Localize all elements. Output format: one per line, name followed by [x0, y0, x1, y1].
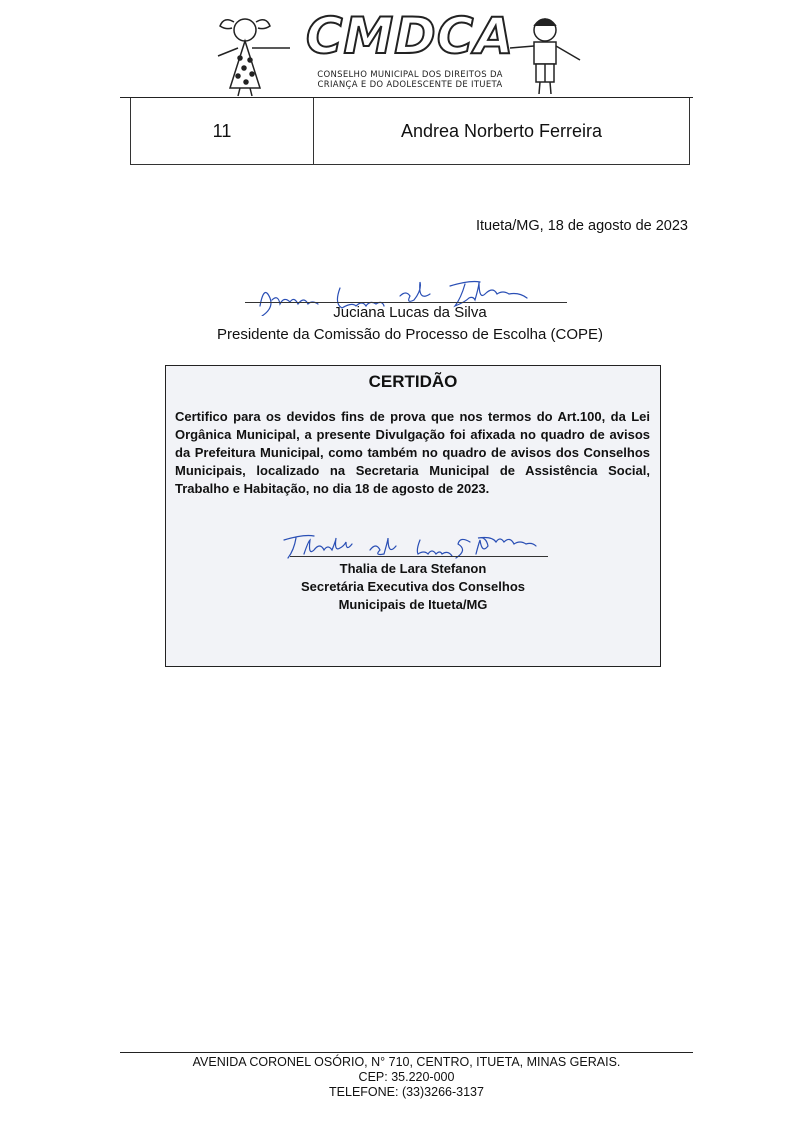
- secretary-role-line2: Municipais de Itueta/MG: [338, 597, 488, 612]
- secretary-name: Thalia de Lara Stefanon: [339, 561, 487, 576]
- certidao-title: CERTIDÃO: [368, 372, 458, 391]
- candidates-table: [130, 98, 690, 165]
- footer-address: AVENIDA CORONEL OSÓRIO, N° 710, CENTRO, ITUETA, MINAS GERAIS.: [192, 1055, 621, 1069]
- president-role: Presidente da Comissão do Processo de Escolha (COPE): [216, 326, 603, 343]
- logo-wordmark: CMDCA: [305, 7, 515, 65]
- certidao-text: Certifico para os devidos fins de prova que nos termos do Art.100, da Lei Orgânica Municipal, a presente Divulgação foi afixada no quadro de avisos da Prefeitura Municipal, como também no quadro de avisos dos Conselhos Municipais, localizado na Secretaria Municipal de Assistência Social, Trabalho e Habitação, no dia 18 de agosto de 2023.: [175, 409, 650, 496]
- table-cell-number: 11: [131, 98, 314, 164]
- president-signature-line: [245, 302, 567, 303]
- footer-divider: [120, 1052, 693, 1053]
- table-cell-name: Andrea Norberto Ferreira: [400, 120, 603, 141]
- footer-cep: CEP: 35.220-000: [358, 1070, 455, 1084]
- secretary-role-line1: Secretária Executiva dos Conselhos: [301, 579, 525, 594]
- footer-phone: TELEFONE: (33)3266-3137: [329, 1085, 484, 1099]
- secretary-signature-line: [290, 556, 548, 557]
- secretary-signature: [280, 532, 550, 562]
- president-name: Juciana Lucas da Silva: [333, 304, 487, 321]
- logo-subtitle-line1: CONSELHO MUNICIPAL DOS DIREITOS DA: [317, 70, 503, 80]
- logo-subtitle-line2: CRIANÇA E DO ADOLESCENTE DE ITUETA: [317, 80, 503, 90]
- date-line: Itueta/MG, 18 de agosto de 2023: [475, 218, 688, 234]
